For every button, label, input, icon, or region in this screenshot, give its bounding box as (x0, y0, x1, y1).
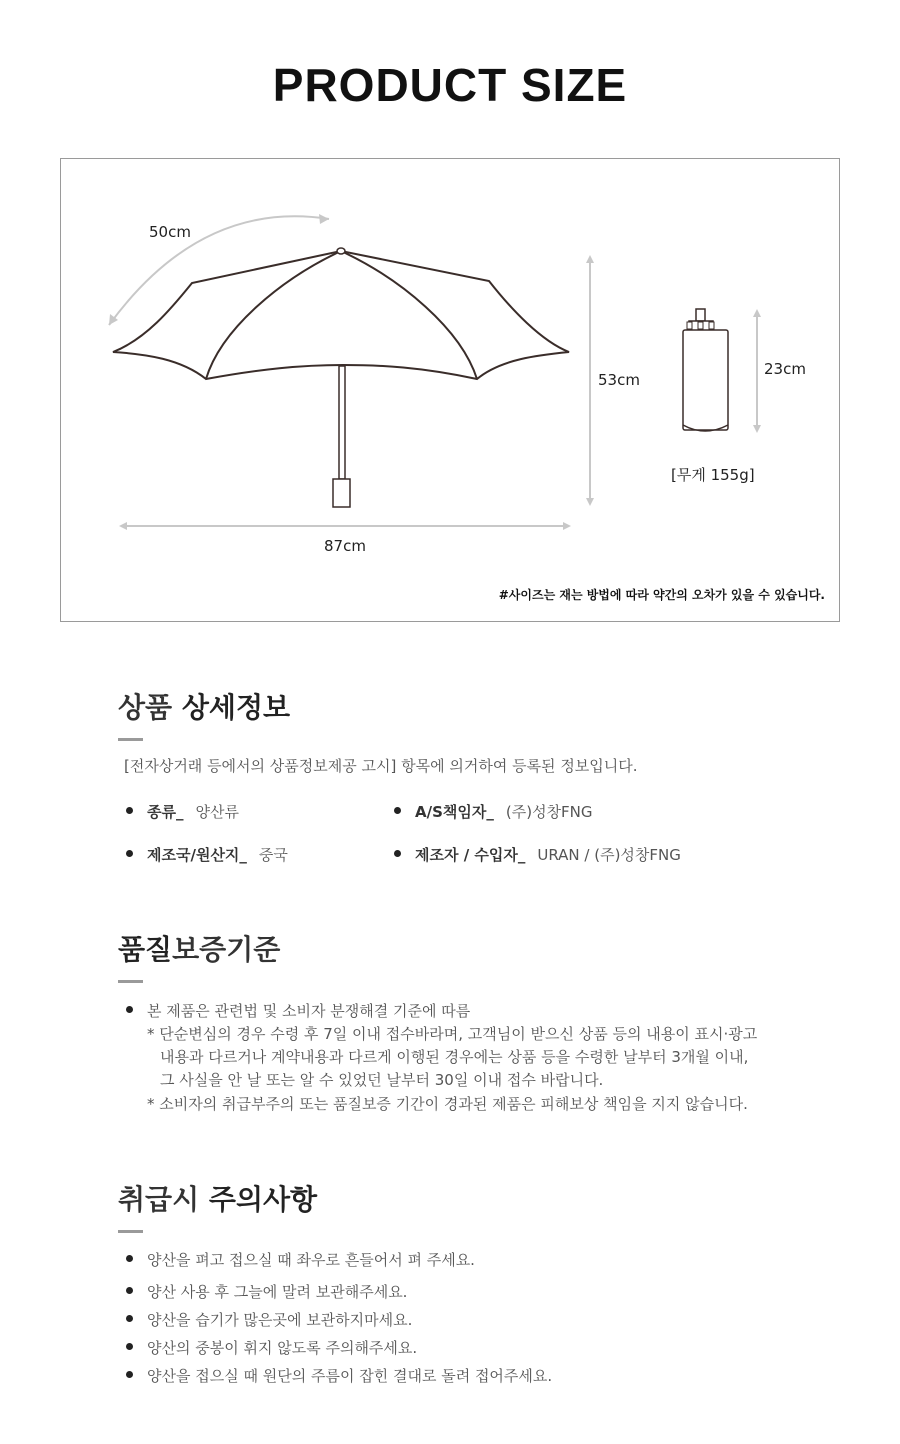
info-item-as: A/S책임자_ (주)성창FNG (394, 801, 593, 822)
info-item-maker: 제조자 / 수입자_ URAN / (주)성창FNG (394, 844, 681, 865)
size-diagram (60, 158, 840, 622)
info-item-origin: 제조국/원산지_ 중국 (126, 844, 288, 865)
info-item-type: 종류_ 양산류 (126, 801, 239, 822)
height-label: 53cm (598, 371, 640, 389)
page-title: PRODUCT SIZE (272, 59, 628, 111)
quality-line-3: 내용과 다르거나 계약내용과 다르게 이행된 경우에는 상품 등을 수령한 날부터 3개월 이내, (160, 1048, 749, 1066)
quality-section (118, 930, 798, 983)
caution-title: 취급시 주의사항 (118, 1183, 318, 1216)
detail-title: 상품 상세정보 (118, 691, 291, 724)
arc-length-label: 50cm (149, 223, 191, 241)
rib-right (341, 251, 477, 379)
arc-arrow-line (109, 216, 329, 325)
quality-line-2: * 단순변심의 경우 수령 후 7일 이내 접수바라며, 고객님이 받으신 상품 등의 내용이 표시·광고 (147, 1025, 758, 1043)
caution-item: 양산의 중봉이 휘지 않도록 주의해주세요. (126, 1337, 417, 1358)
shaft (339, 366, 345, 479)
weight-label: [무게 155g] (671, 466, 755, 484)
caution-item: 양산을 펴고 접으실 때 좌우로 흔들어서 펴 주세요. (126, 1249, 475, 1270)
folded-height-label: 23cm (764, 360, 806, 378)
canopy-outline (113, 251, 569, 379)
width-label: 87cm (324, 537, 366, 555)
folded-handle-stem (696, 309, 705, 321)
caution-item: 양산 사용 후 그늘에 말려 보관해주세요. (126, 1281, 407, 1302)
quality-line-4: 그 사실을 안 날 또는 알 수 있었던 날부터 30일 이내 접수 바랍니다. (160, 1071, 604, 1089)
detail-title-bar (118, 738, 143, 741)
quality-title: 품질보증기준 (118, 933, 281, 966)
detail-description: [전자상거래 등에서의 상품정보제공 고시] 항목에 의거하여 등록된 정보입니다. (124, 757, 638, 775)
caution-item: 양산을 접으실 때 원단의 주름이 잡힌 결대로 돌려 접어주세요. (126, 1365, 552, 1386)
quality-title-bar (118, 980, 143, 983)
caution-item: 양산을 습기가 많은곳에 보관하지마세요. (126, 1309, 412, 1330)
detail-section (118, 688, 798, 741)
folded-body (683, 330, 728, 430)
quality-line-1: 본 제품은 관련법 및 소비자 분쟁해결 기준에 따름 (126, 1000, 470, 1021)
caution-section (118, 1180, 798, 1233)
rib-left (206, 251, 341, 379)
size-note: #사이즈는 재는 방법에 따라 약간의 오차가 있을 수 있습니다. (498, 588, 825, 602)
arc-arrow-head-right (319, 214, 329, 224)
handle (333, 479, 350, 507)
canopy-tip (337, 248, 345, 254)
quality-line-5: * 소비자의 취급부주의 또는 품질보증 기간이 경과된 제품은 피해보상 책임을 지지 않습니다. (147, 1095, 748, 1113)
caution-title-bar (118, 1230, 143, 1233)
